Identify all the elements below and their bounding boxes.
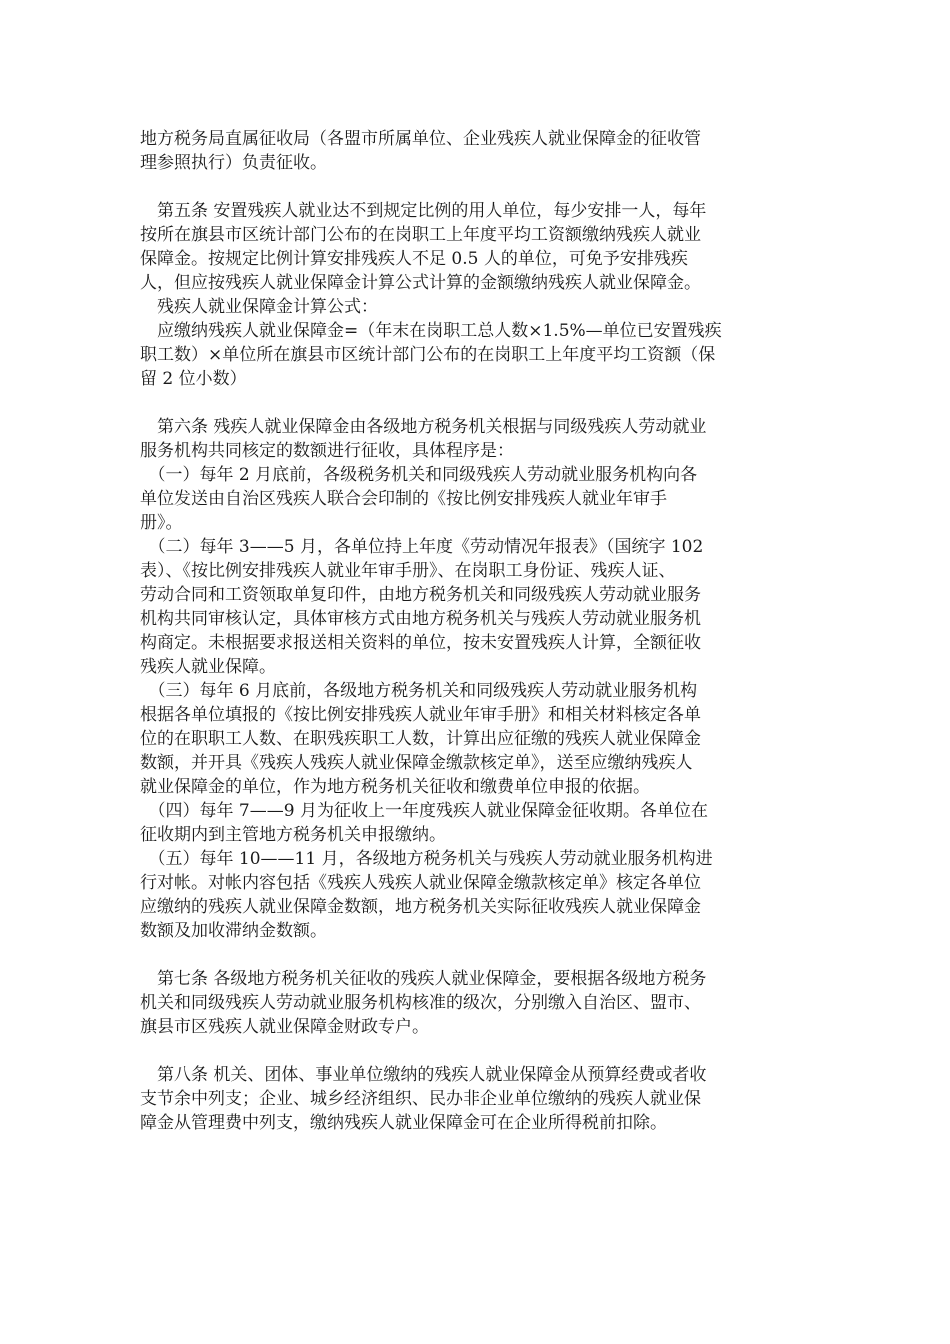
text-line: 劳动合同和工资领取单复印件，由地方税务机关和同级残疾人劳动就业服务 bbox=[140, 585, 701, 605]
text-line: 地方税务局直属征收局（各盟市所属单位、企业残疾人就业保障金的征收管 bbox=[140, 129, 701, 149]
text-line: 职工数）×单位所在旗县市区统计部门公布的在岗职工上年度平均工资额（保 bbox=[140, 345, 716, 365]
text-line: 数额及加收滞纳金数额。 bbox=[140, 921, 327, 941]
text-line: 第七条 各级地方税务机关征收的残疾人就业保障金，要根据各级地方税务 bbox=[140, 969, 707, 989]
paragraph bbox=[140, 415, 810, 943]
text-line: 表）、《按比例安排残疾人就业年审手册》、在岗职工身份证、残疾人证、 bbox=[140, 561, 676, 581]
text-line: 支节余中列支；企业、城乡经济组织、民办非企业单位缴纳的残疾人就业保 bbox=[140, 1089, 701, 1109]
paragraph-spacer bbox=[140, 1039, 810, 1063]
text-line: 按所在旗县市区统计部门公布的在岗职工上年度平均工资额缴纳残疾人就业 bbox=[140, 225, 701, 245]
text-line: 机构共同审核认定，具体审核方式由地方税务机关与残疾人劳动就业服务机 bbox=[140, 609, 701, 629]
paragraph bbox=[140, 199, 810, 391]
text-line: 构商定。未根据要求报送相关资料的单位，按未安置残疾人计算，全额征收 bbox=[140, 633, 701, 653]
text-line: （五）每年 10——11 月，各级地方税务机关与残疾人劳动就业服务机构进 bbox=[140, 849, 713, 869]
text-line: 册》。 bbox=[140, 513, 183, 533]
text-line: 行对帐。对帐内容包括《残疾人残疾人就业保障金缴款核定单》核定各单位 bbox=[140, 873, 701, 893]
text-line: （三）每年 6 月底前，各级地方税务机关和同级残疾人劳动就业服务机构 bbox=[140, 681, 698, 701]
text-line: 理参照执行）负责征收。 bbox=[140, 153, 327, 173]
text-line: 第八条 机关、团体、事业单位缴纳的残疾人就业保障金从预算经费或者收 bbox=[140, 1065, 707, 1085]
text-line: 残疾人就业保障。 bbox=[140, 657, 276, 677]
text-line: （四）每年 7——9 月为征收上一年度残疾人就业保障金征收期。各单位在 bbox=[140, 801, 708, 821]
text-line: 保障金。按规定比例计算安排残疾人不足 0.5 人的单位，可免予安排残疾 bbox=[140, 249, 688, 269]
text-line: 旗县市区残疾人就业保障金财政专户。 bbox=[140, 1017, 429, 1037]
paragraph bbox=[140, 967, 810, 1039]
text-line: 障金从管理费中列支，缴纳残疾人就业保障金可在企业所得税前扣除。 bbox=[140, 1113, 667, 1133]
text-line: 数额，并开具《残疾人残疾人就业保障金缴款核定单》，送至应缴纳残疾人 bbox=[140, 753, 693, 773]
paragraph-spacer bbox=[140, 175, 810, 199]
text-line: 第五条 安置残疾人就业达不到规定比例的用人单位，每少安排一人，每年 bbox=[140, 201, 707, 221]
text-line: 根据各单位填报的《按比例安排残疾人就业年审手册》和相关材料核定各单 bbox=[140, 705, 701, 725]
text-line: 应缴纳的残疾人就业保障金数额，地方税务机关实际征收残疾人就业保障金 bbox=[140, 897, 701, 917]
text-line: 征收期内到主管地方税务机关申报缴纳。 bbox=[140, 825, 446, 845]
text-line: 就业保障金的单位，作为地方税务机关征收和缴费单位申报的依据。 bbox=[140, 777, 650, 797]
text-line: 位的在职职工人数、在职残疾职工人数，计算出应征缴的残疾人就业保障金 bbox=[140, 729, 701, 749]
text-line: （一）每年 2 月底前，各级税务机关和同级残疾人劳动就业服务机构向各 bbox=[140, 465, 698, 485]
paragraph-spacer bbox=[140, 943, 810, 967]
paragraph bbox=[140, 1063, 810, 1135]
text-line: 第六条 残疾人就业保障金由各级地方税务机关根据与同级残疾人劳动就业 bbox=[140, 417, 707, 437]
text-line: 服务机构共同核定的数额进行征收，具体程序是： bbox=[140, 441, 514, 461]
paragraph-spacer bbox=[140, 391, 810, 415]
paragraph bbox=[140, 127, 810, 175]
text-line: 人，但应按残疾人就业保障金计算公式计算的金额缴纳残疾人就业保障金。 bbox=[140, 273, 701, 293]
text-line: 应缴纳残疾人就业保障金=（年末在岗职工总人数×1.5%—单位已安置残疾 bbox=[140, 321, 722, 341]
text-line: 单位发送由自治区残疾人联合会印制的《按比例安排残疾人就业年审手 bbox=[140, 489, 667, 509]
text-line: 残疾人就业保障金计算公式： bbox=[140, 297, 378, 317]
text-line: （二）每年 3——5 月，各单位持上年度《劳动情况年报表》（国统字 102 bbox=[140, 537, 704, 557]
document-page bbox=[140, 127, 810, 1135]
text-line: 留 2 位小数） bbox=[140, 369, 247, 389]
text-line: 机关和同级残疾人劳动就业服务机构核准的级次，分别缴入自治区、盟市、 bbox=[140, 993, 701, 1013]
